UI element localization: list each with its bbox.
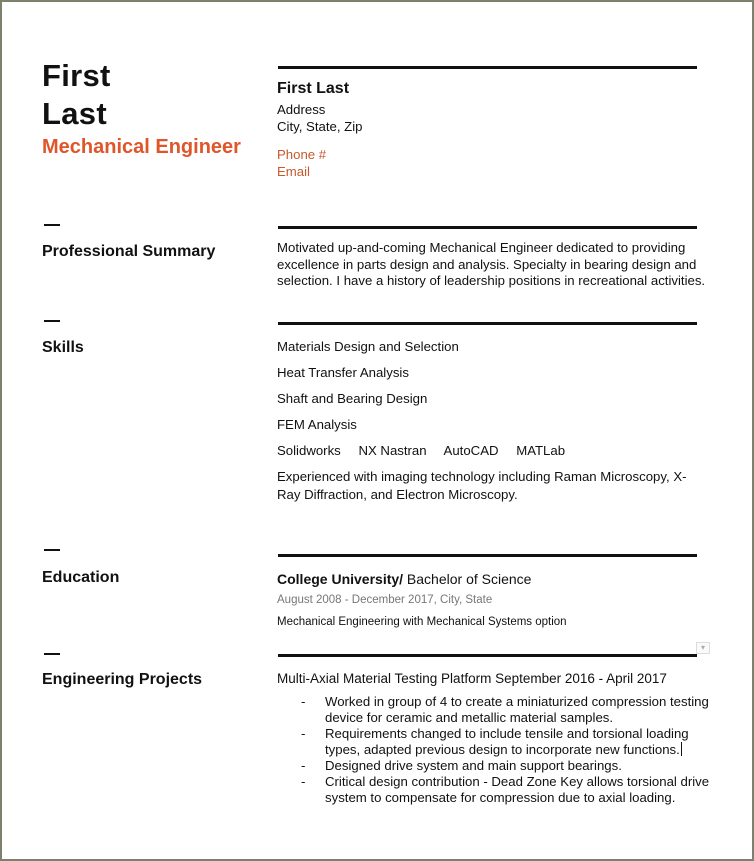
contact-rule bbox=[278, 66, 697, 69]
education-school: College University/ bbox=[277, 571, 404, 587]
summary-rule bbox=[278, 226, 697, 229]
education-heading: Education bbox=[42, 569, 120, 586]
project-bullet: - Designed drive system and main support bearings. bbox=[277, 758, 717, 774]
summary-text: Motivated up-and-coming Mechanical Engineer dedicated to providing excellence in parts design and analysis. Specialty in bearing design and selection. I have a history of leadership positions in recreational activities. bbox=[277, 240, 706, 288]
education-option: Mechanical Engineering with Mechanical Systems option bbox=[277, 616, 567, 628]
project-bullet bbox=[277, 726, 717, 758]
skill-item: Shaft and Bearing Design bbox=[277, 391, 428, 406]
skill-imaging: Experienced with imaging technology including Raman Microscopy, X-Ray Diffraction, and Electron Microscopy. bbox=[277, 469, 687, 502]
contact-city-line: City, State, Zip bbox=[277, 119, 363, 134]
projects-dash bbox=[44, 653, 60, 655]
skill-item: Heat Transfer Analysis bbox=[277, 365, 409, 380]
education-school-line bbox=[277, 571, 531, 588]
tool-item: NX Nastran bbox=[358, 443, 427, 458]
skill-tools bbox=[277, 443, 579, 458]
education-degree: Bachelor of Science bbox=[403, 571, 532, 587]
contact-full-name: First Last bbox=[277, 80, 350, 97]
contact-email[interactable]: Email bbox=[277, 164, 310, 179]
contact-address: Address bbox=[277, 102, 326, 117]
skill-item: Materials Design and Selection bbox=[277, 339, 459, 354]
projects-rule bbox=[278, 654, 697, 657]
tool-item: Solidworks bbox=[277, 443, 341, 458]
summary-dash bbox=[44, 224, 60, 226]
skills-rule bbox=[278, 322, 697, 325]
first-name: First bbox=[42, 58, 111, 93]
tool-item: AutoCAD bbox=[443, 443, 499, 458]
tool-item: MATLab bbox=[516, 443, 566, 458]
projects-heading: Engineering Projects bbox=[42, 671, 203, 688]
job-title: Mechanical Engineer bbox=[42, 136, 241, 158]
skills-heading: Skills bbox=[42, 339, 84, 356]
skill-item: FEM Analysis bbox=[277, 417, 357, 432]
education-dates-line bbox=[277, 592, 492, 609]
summary-heading: Professional Summary bbox=[42, 243, 216, 260]
project-bullet-text: Requirements changed to include tensile and torsional loading types, adapted previous design to incorporate new functions. bbox=[325, 726, 689, 757]
last-name: Last bbox=[42, 96, 107, 131]
education-dash bbox=[44, 549, 60, 551]
skills-dash bbox=[44, 320, 60, 322]
project-bullet: - Critical design contribution - Dead Zone Key allows torsional drive system to compensate for compression due to axial loading. bbox=[277, 774, 717, 806]
contact-phone[interactable]: Phone # bbox=[277, 147, 327, 162]
project-bullet: - Worked in group of 4 to create a miniaturized compression testing device for ceramic and metallic material samples. bbox=[277, 694, 717, 726]
education-location: City, State bbox=[436, 594, 493, 606]
project-bullet-list bbox=[277, 694, 717, 806]
chevron-down-icon[interactable]: ▾ bbox=[696, 642, 710, 654]
text-cursor bbox=[681, 742, 682, 756]
education-dates: August 2008 - December 2017, bbox=[277, 594, 437, 606]
education-rule bbox=[278, 554, 697, 557]
project-title: Multi-Axial Material Testing Platform September 2016 - April 2017 bbox=[277, 671, 667, 686]
